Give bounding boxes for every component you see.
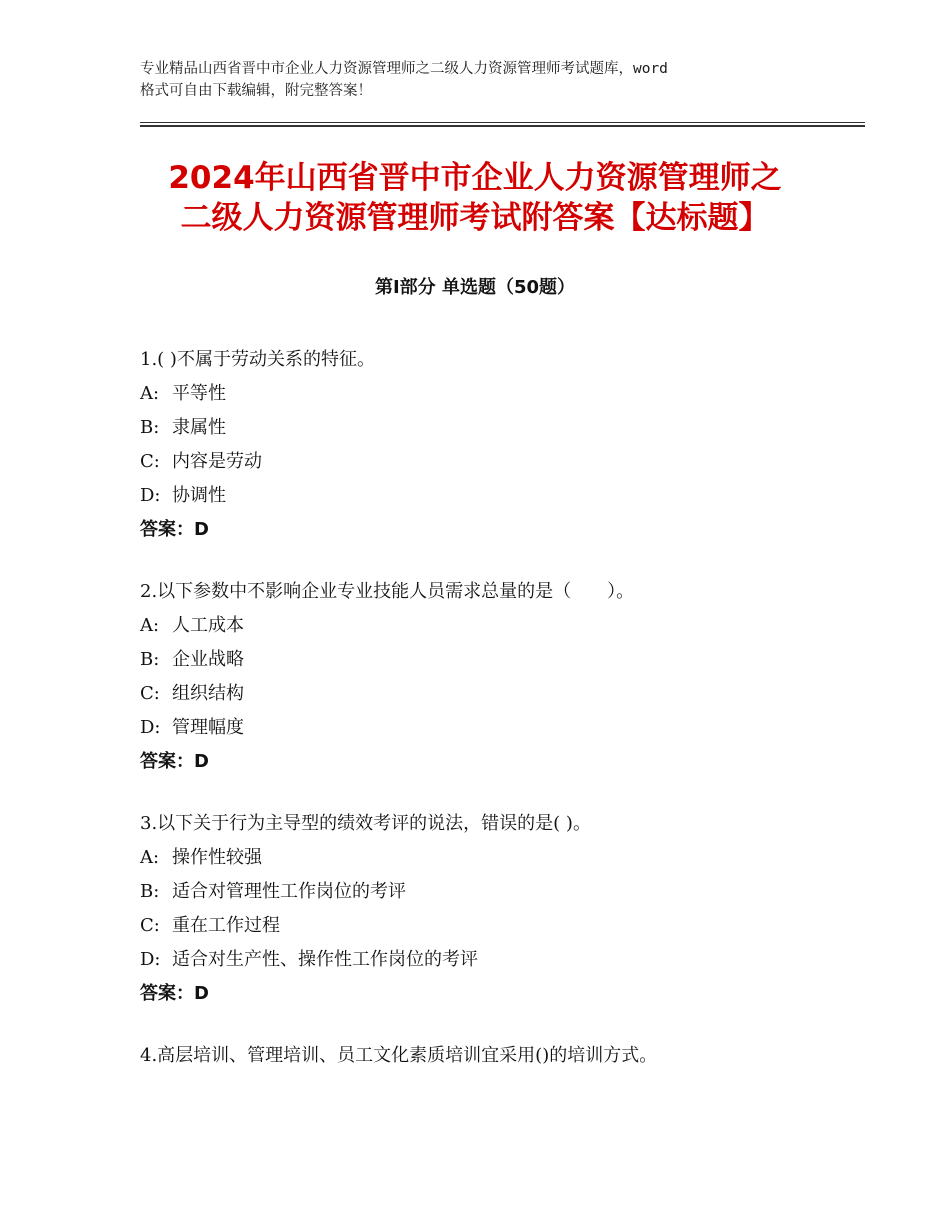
option-letter: B: xyxy=(140,417,160,438)
answer-label: 答案：D xyxy=(140,751,209,772)
option-letter: C: xyxy=(140,915,160,936)
option-c xyxy=(140,445,860,479)
option-text: 适合对生产性、操作性工作岗位的考评 xyxy=(172,949,478,970)
question-3 xyxy=(140,807,860,1011)
option-c xyxy=(140,677,860,711)
answer-label: 答案：D xyxy=(140,983,209,1004)
document-title-line-2: 二级人力资源管理师考试附答案【达标题】 xyxy=(180,200,770,236)
header-note-line-2: 格式可自由下载编辑，附完整答案！ xyxy=(140,83,372,99)
option-text: 内容是劳动 xyxy=(172,451,262,472)
document-title-line-1: 2024年山西省晋中市企业人力资源管理师之 xyxy=(168,160,782,196)
section-heading: 第Ⅰ部分 单选题（50题） xyxy=(374,277,575,298)
option-letter: B: xyxy=(140,649,160,670)
question-stem: 2.以下参数中不影响企业专业技能人员需求总量的是（ ）。 xyxy=(140,581,635,602)
option-text: 平等性 xyxy=(172,383,226,404)
option-letter: D: xyxy=(140,717,161,738)
option-letter: A: xyxy=(140,847,160,868)
question-stem: 4.高层培训、管理培训、员工文化素质培训宜采用()的培训方式。 xyxy=(140,1045,658,1066)
header-note-line-1: 专业精品山西省晋中市企业人力资源管理师之二级人力资源管理师考试题库，word xyxy=(140,61,668,77)
question-1 xyxy=(140,343,860,547)
option-letter: A: xyxy=(140,383,160,404)
question-list xyxy=(140,343,860,1101)
option-letter: D: xyxy=(140,949,161,970)
question-4 xyxy=(140,1039,860,1073)
option-c xyxy=(140,909,860,943)
option-b xyxy=(140,411,860,445)
option-b xyxy=(140,875,860,909)
option-text: 企业战略 xyxy=(172,649,244,670)
option-text: 隶属性 xyxy=(172,417,226,438)
option-text: 协调性 xyxy=(172,485,226,506)
option-d xyxy=(140,711,860,745)
option-a xyxy=(140,609,860,643)
option-b xyxy=(140,643,860,677)
option-text: 人工成本 xyxy=(172,615,244,636)
document-title xyxy=(100,158,850,238)
header-rule-thin xyxy=(140,122,865,123)
option-text: 组织结构 xyxy=(172,683,244,704)
question-stem: 1.( )不属于劳动关系的特征。 xyxy=(140,349,375,370)
answer-label: 答案：D xyxy=(140,519,209,540)
option-a xyxy=(140,841,860,875)
header-rule-thick xyxy=(140,125,865,127)
option-letter: C: xyxy=(140,451,160,472)
option-letter: A: xyxy=(140,615,160,636)
option-text: 操作性较强 xyxy=(172,847,262,868)
option-text: 适合对管理性工作岗位的考评 xyxy=(172,881,406,902)
option-text: 管理幅度 xyxy=(172,717,244,738)
question-stem: 3.以下关于行为主导型的绩效考评的说法，错误的是( )。 xyxy=(140,813,591,834)
option-a xyxy=(140,377,860,411)
header-note xyxy=(140,58,840,102)
question-2 xyxy=(140,575,860,779)
option-letter: C: xyxy=(140,683,160,704)
option-d xyxy=(140,479,860,513)
option-text: 重在工作过程 xyxy=(172,915,280,936)
option-letter: D: xyxy=(140,485,161,506)
option-d xyxy=(140,943,860,977)
option-letter: B: xyxy=(140,881,160,902)
